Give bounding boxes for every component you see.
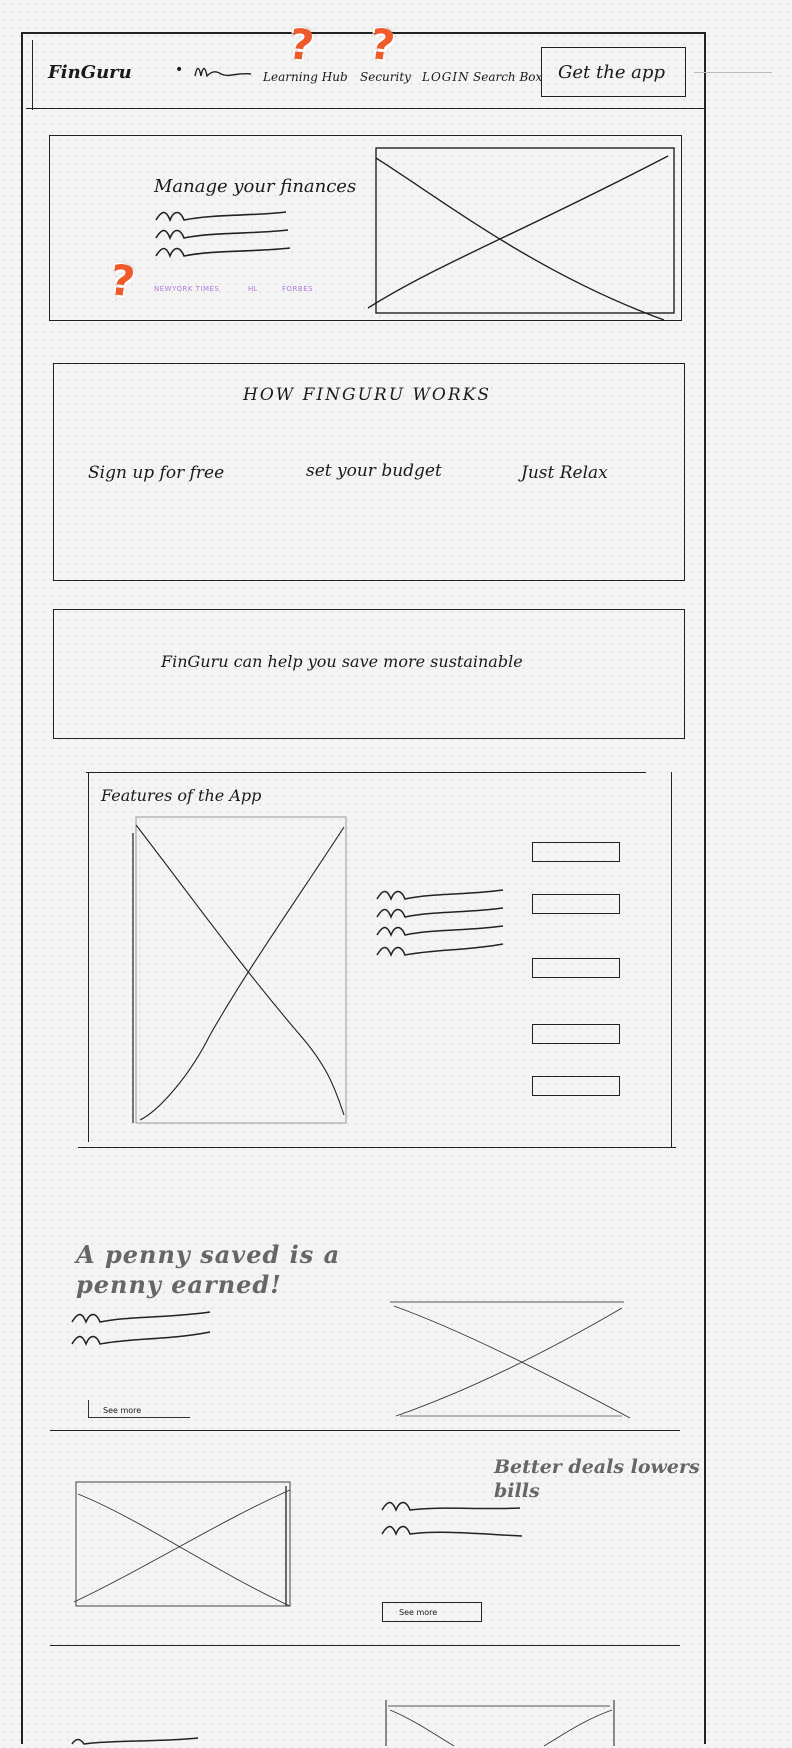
page-frame-right bbox=[704, 32, 706, 1744]
deals-see-more-button[interactable] bbox=[382, 1602, 482, 1622]
features-text-scribble bbox=[375, 885, 505, 961]
get-app-button[interactable] bbox=[541, 47, 686, 97]
next-text-scribble bbox=[70, 1736, 210, 1748]
page-frame-left bbox=[21, 32, 23, 1744]
features-frame-bottom bbox=[78, 1147, 676, 1148]
hero-text-scribble bbox=[154, 210, 294, 266]
hero-image-placeholder bbox=[368, 144, 668, 314]
penny-heading-line2: penny earned! bbox=[76, 1270, 282, 1299]
features-image-placeholder bbox=[130, 815, 352, 1125]
feature-option-button[interactable] bbox=[532, 894, 620, 914]
how-title: HOW FINGURU WORKS bbox=[243, 385, 492, 405]
section-divider bbox=[50, 1430, 680, 1431]
hero-headline: Manage your finances bbox=[154, 176, 357, 197]
deals-image-placeholder bbox=[72, 1480, 294, 1610]
save-frame bbox=[53, 609, 685, 739]
nav-bullet: • bbox=[175, 62, 184, 78]
penny-see-more-label: See more bbox=[103, 1406, 142, 1415]
deals-text-scribble bbox=[380, 1498, 525, 1540]
nav-link-login[interactable]: LOGIN bbox=[422, 70, 470, 84]
features-title: Features of the App bbox=[101, 786, 262, 805]
section-divider bbox=[50, 1645, 680, 1646]
features-frame-left bbox=[88, 772, 89, 1142]
press-logo-forbes: FORBES bbox=[282, 285, 314, 293]
get-app-label: Get the app bbox=[558, 62, 665, 83]
page-frame-top bbox=[21, 32, 705, 34]
feature-option-button[interactable] bbox=[532, 958, 620, 978]
penny-text-scribble bbox=[70, 1308, 215, 1348]
feature-option-button[interactable] bbox=[532, 1024, 620, 1044]
deals-see-more-label: See more bbox=[399, 1608, 438, 1617]
question-marker-icon: ? bbox=[106, 254, 138, 307]
step-relax: Just Relax bbox=[521, 463, 608, 483]
press-logo-nyt: NEWYORK TIMES bbox=[154, 285, 220, 293]
nav-search-box[interactable]: Search Box bbox=[473, 70, 543, 84]
step-set-budget: set your budget bbox=[306, 461, 442, 481]
nav-link-learning-hub[interactable]: Learning Hub bbox=[263, 70, 348, 84]
next-image-placeholder bbox=[384, 1700, 614, 1746]
nav-scribble bbox=[193, 64, 253, 80]
save-text: FinGuru can help you save more sustainable bbox=[161, 652, 523, 671]
question-marker-icon: ? bbox=[366, 18, 398, 71]
features-frame-right bbox=[671, 772, 672, 1148]
penny-image-placeholder bbox=[390, 1300, 630, 1420]
penny-heading-line1: A penny saved is a bbox=[76, 1240, 341, 1269]
press-logo-hl: HL bbox=[248, 285, 258, 293]
stray-line bbox=[694, 72, 772, 73]
deals-heading-line1: Better deals lowers bbox=[494, 1456, 700, 1478]
feature-option-button[interactable] bbox=[532, 842, 620, 862]
features-frame-top bbox=[86, 772, 646, 773]
question-marker-icon: ? bbox=[285, 18, 317, 71]
nav-link-security[interactable]: Security bbox=[360, 70, 411, 84]
penny-see-more-button[interactable] bbox=[88, 1400, 190, 1418]
logo[interactable]: FinGuru bbox=[48, 62, 132, 83]
navbar-left-edge bbox=[32, 40, 33, 110]
step-sign-up: Sign up for free bbox=[88, 463, 225, 483]
deals-heading-line2: bills bbox=[494, 1480, 540, 1502]
feature-option-button[interactable] bbox=[532, 1076, 620, 1096]
navbar-bottom-rule bbox=[26, 108, 706, 109]
